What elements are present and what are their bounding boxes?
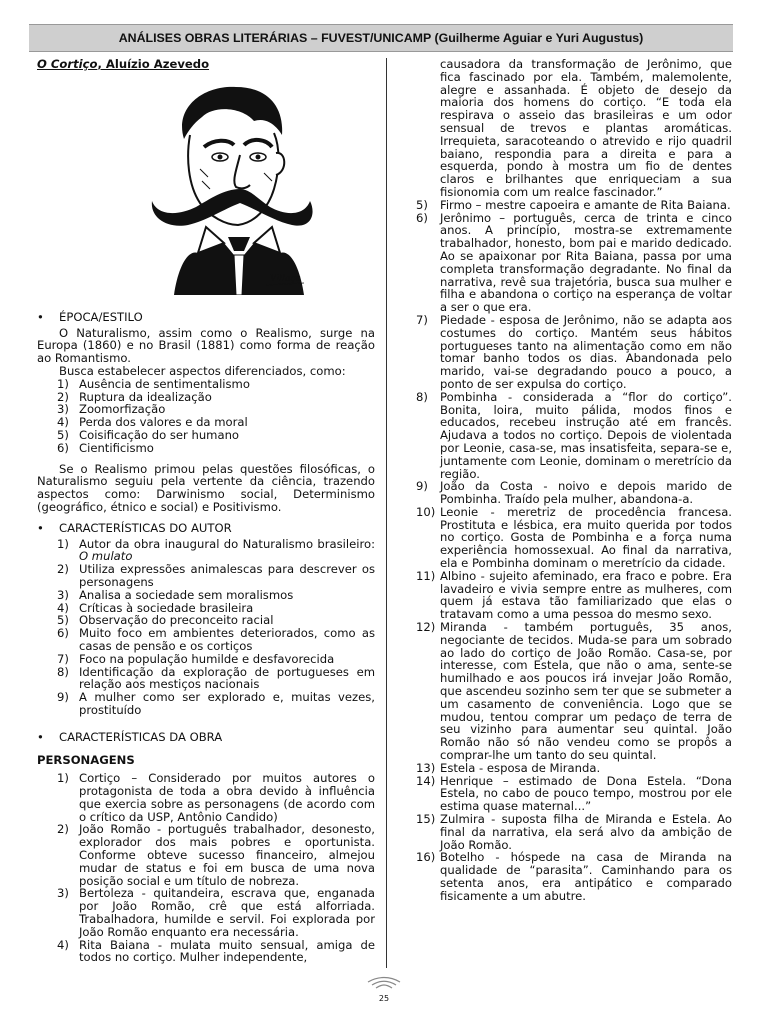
section-obra-heading [37,731,375,744]
list-item: 16) Botelho - hóspede na casa de Miranda na qualidade de “parasita”. Caminhando para os setenta anos, era antipático e comparado fisicamente a um abutre. [416,850,732,903]
epoca-paragraph-1: O Naturalismo, assim como o Realismo, surge na Europa (1860) e no Brasil (1881) como forma de reação ao Romantismo. [37,325,375,366]
list-item: 6) Cientificismo [57,440,154,455]
list-item: 1) Autor da obra inaugural do Naturalismo brasileiro: O mulato [57,536,375,564]
section-epoca-heading [37,311,375,324]
portrait-signature: Villaça [270,273,301,284]
header-title: ANÁLISES OBRAS LITERÁRIAS – FUVEST/UNICAMP (Guilherme Aguiar e Yuri Augustus) [118,31,644,45]
list-item: 8) Pombinha - considerada a “flor do cortiço”. Bonita, loira, muito pálida, modos finos e educados, recebeu instrução até em francês. Ajudava a todos no cortiço. Depois de violentada por Leonie, casa-se, mas insatisfeita, separa-se e, juntamente com Leonie, dominam o meretrício da região. [416,389,732,481]
author-portrait-illustration [144,77,314,295]
list-item: 11) Albino - sujeito afeminado, era fraco e pobre. Era lavadeiro e vivia sempre entre as mulheres, com quem já estava tão familiarizado que elas o tratavam como a uma pessoa do mesmo sexo. [416,568,732,622]
epoca-list [37,378,375,455]
epoca-paragraph-3: Se o Realismo primou pelas questões filosóficas, o Naturalismo seguiu pela vertente da ciência, trazendo aspectos como: Darwinismo social, Determinismo (geográfico, étnico e social) e Positivismo. [37,461,375,514]
list-item: 13) Estela - esposa de Miranda. [416,760,601,775]
list-item: 1) Cortiço – Considerado por muitos autores o protagonista de toda a obra devido à influência que exercia sobre as personagens (de acordo com o crítico da USP, Antônio Candido) [57,771,375,824]
list-item: 9) João da Costa - noivo e depois marido de Pombinha. Traído pela mulher, abandona-a. [416,479,732,507]
epoca-paragraph-2: Busca estabelecer aspectos diferenciados, como: [59,363,346,378]
work-title: O Cortiço [37,57,98,71]
list-item: 14) Henrique – estimado de Dona Estela. “Dona Estela, no cabo de pouco tempo, mostrou por ele estima quase maternal...” [416,773,732,814]
list-item: 4) Perda dos valores e da moral [57,415,248,430]
footer-logo-icon [364,974,404,992]
characters-list-left [37,772,375,964]
column-divider [386,58,387,968]
list-item: 9) A mulher como ser explorado e, muitas vezes, prostituído [57,690,375,717]
work-heading [37,58,375,71]
list-item: 4) Rita Baiana - mulata muito sensual, amiga de todos no cortiço. Mulher independente, [57,937,375,965]
section-obra-title: CARACTERÍSTICAS DA OBRA [59,729,223,744]
list-item: 5) Firmo – mestre capoeira e amante de Rita Baiana. [416,197,731,212]
list-item: 6) Muito foco em ambientes deteriorados, como as casas de pensão e os cortiços [57,626,375,653]
list-item: 6) Jerônimo – português, cerca de trinta e cinco anos. A princípio, mostra-se extremamente trabalhador, honesto, bom pai e marido dedicado. Ao se apaixonar por Rita Baiana, passa por uma completa transformação degradante. No final da narrativa, revê sua trajetória, busca sua mulher e filha e abandona o cortiço na esperança de voltar a ser o que era. [416,210,732,315]
rita-baiana-continuation: causadora da transformação de Jerônimo, que fica fascinado por ela. Também, malemolente, alegre e assanhada. É objeto de desejo da maioria dos homens do cortiço. “E toda ela respirava o asseio das brasileiras e um odor sensual de trevos e plantas aromáticas. Irrequieta, saracoteando o atrevido e rijo quadril baiano, respondia para a direita e para a esquerda, pondo à mostra um fio de dentes claros e brilhantes que enriqueciam a sua fisionomia com um realce fascinador.” [440,57,732,199]
list-item: 15) Zulmira - suposta filha de Miranda e Estela. Ao final da narrativa, ela será alvo da ambição de João Romão. [416,812,732,852]
work-author: , Aluízio Azevedo [97,57,210,71]
list-item: 3) Analisa a sociedade sem moralismos [57,587,294,602]
list-item: 8) Identificação da exploração de portugueses em relação aos mestiços nacionais [57,664,375,692]
section-autor-title: CARACTERÍSTICAS DO AUTOR [59,520,232,535]
list-item: 2) Utiliza expressões animalescas para descrever os personagens [57,562,375,589]
list-item: 2) João Romão - português trabalhador, desonesto, explorador dos mais pobres e oportunista. Conforme obteve sucesso financeiro, almejou mudar de status e foi em busca de uma nova posição social e um título de nobreza. [57,822,375,888]
list-item: 12) Miranda - também português, 35 anos, negociante de tecidos. Muda-se para um sobrado ao lado do cortiço de João Romão. Casa-se, por interesse, com Estela, que não o ama, sente-se humilhado e aos poucos irá invejar João Romão, que ascendeu sozinho sem ter que se submeter a um casamento de conveniência. Logo que se mudou, tentou comprar um pedaço de terra de seu vizinho para aumentar seu quintal. João Romão não só não vendeu como se propôs a comprar-lhe um tanto do seu quintal. [416,620,732,763]
page-number: 25 [378,994,390,1003]
page-header [29,24,733,52]
list-item: 1) Ausência de sentimentalismo [57,376,250,391]
list-item: 3) Bertoleza - quitandeira, escrava que, enganada por João Romão, crê que está alforriada. Trabalhadora, humilde e servil. Foi explorada por João Romão enquanto era necessária. [57,886,375,939]
left-column [37,58,375,964]
list-item: 5) Observação do preconceito racial [57,613,274,628]
bullet-icon: • [37,520,44,535]
autor-list [37,538,375,717]
list-item: 10) Leonie - meretriz de procedência francesa. Prostituta e lésbica, era muito querida por todos no cortiço. Gosta de Pombinha e a força numa experiência homossexual. Ao final da narrativa, ela e Pombinha dominam o meretrício da cidade. [416,504,732,571]
list-item: 3) Zoomorfização [57,402,166,417]
bullet-icon: • [37,729,44,744]
characters-list-right [416,199,732,903]
list-item: 2) Ruptura da idealização [57,389,212,404]
list-item: 5) Coisificação do ser humano [57,427,240,442]
list-item: 7) Foco na população humilde e desfavorecida [57,651,335,666]
section-autor-heading [37,522,375,535]
list-item: 4) Críticas à sociedade brasileira [57,600,254,615]
section-epoca-title: ÉPOCA/ESTILO [59,309,143,324]
list-item: 7) Piedade - esposa de Jerônimo, não se adapta aos costumes do cortiço. Mantém seus hábitos portugueses tanto na alimentação como em não tomar banho todos os dias. Abandonada pelo marido, vai-se degradando pouco a pouco, a ponto de ser expulsa do cortiço. [416,312,732,391]
personagens-heading: PERSONAGENS [37,752,135,767]
right-column [416,58,732,903]
bullet-icon: • [37,309,44,324]
